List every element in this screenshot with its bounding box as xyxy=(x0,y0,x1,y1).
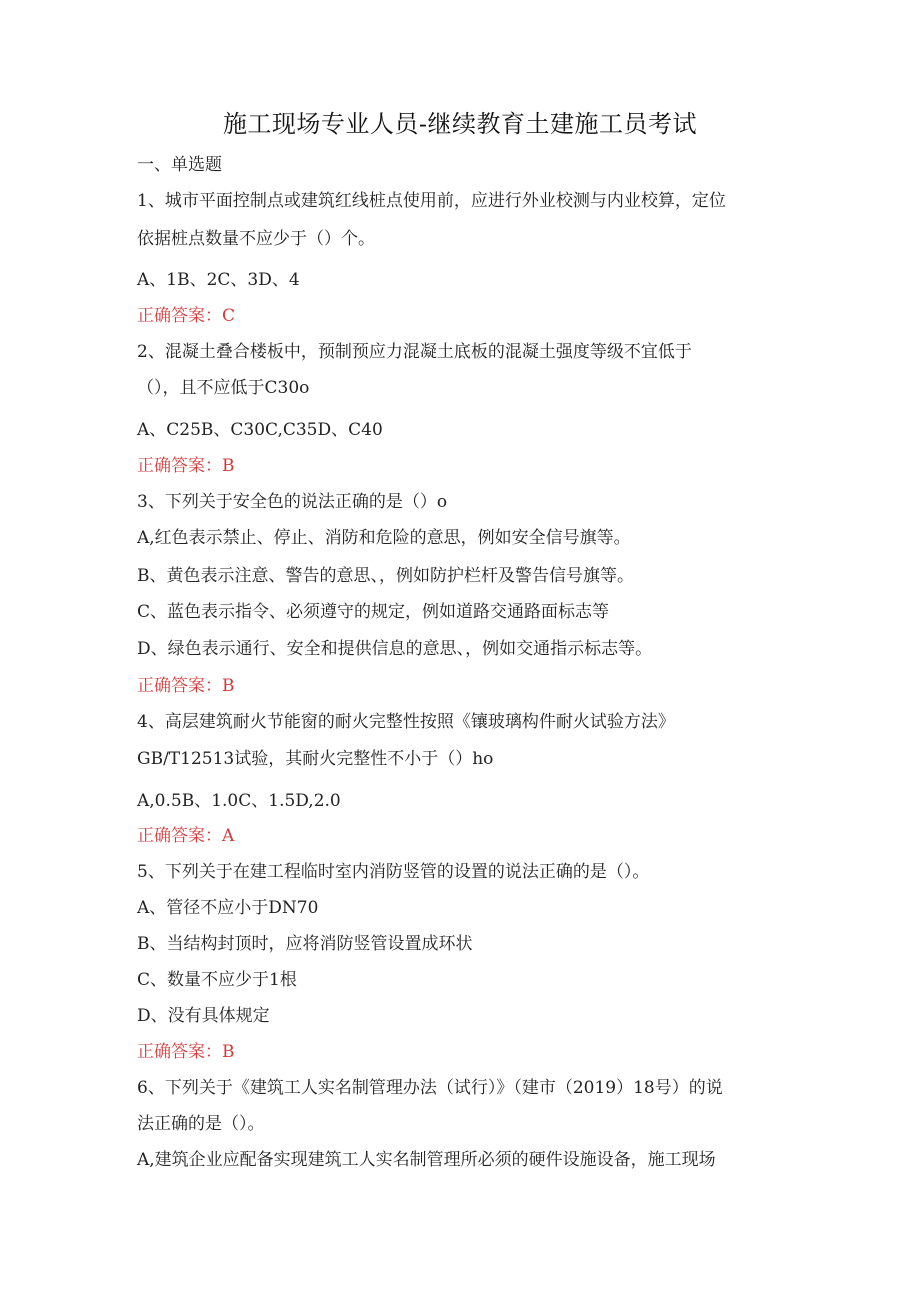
q4-text-line2: GB/T12513试验，其耐火完整性不小于（）ho xyxy=(137,749,494,769)
q2-answer: 正确答案：B xyxy=(137,456,235,476)
q4-options: A,0.5B、1.0C、1.5D,2.0 xyxy=(137,791,341,811)
document-title: 施工现场专业人员-继续教育土建施工员考试 xyxy=(222,110,698,138)
q2-text-line1: 2、混凝土叠合楼板中，预制预应力混凝土底板的混凝土强度等级不宜低于 xyxy=(137,342,692,362)
q1-answer: 正确答案：C xyxy=(137,306,236,326)
q5-text: 5、下列关于在建工程临时室内消防竖管的设置的说法正确的是（）。 xyxy=(137,862,650,882)
q3-text: 3、下列关于安全色的说法正确的是（）o xyxy=(137,492,448,512)
q1-text-line2: 依据桩点数量不应少于（）个。 xyxy=(137,229,375,249)
q5-option-c: C、数量不应少于1根 xyxy=(137,970,297,990)
q1-text-line1: 1、城市平面控制点或建筑红线桩点使用前，应进行外业校测与内业校算，定位 xyxy=(137,191,726,211)
q4-text-line1: 4、高层建筑耐火节能窗的耐火完整性按照《镶玻璃构件耐火试验方法》 xyxy=(137,712,675,732)
q3-option-a: A,红色表示禁止、停止、消防和危险的意思，例如安全信号旗等。 xyxy=(137,528,631,548)
section-heading: 一、单选题 xyxy=(137,155,222,175)
q3-option-d: D、绿色表示通行、安全和提供信息的意思、，例如交通指示标志等。 xyxy=(137,639,653,659)
q3-option-b: B、黄色表示注意、警告的意思、，例如防护栏杆及警告信号旗等。 xyxy=(137,566,634,586)
q3-answer: 正确答案：B xyxy=(137,676,235,696)
q2-options: A、C25B、C30C,C35D、C40 xyxy=(137,420,383,440)
q4-answer: 正确答案：A xyxy=(137,826,235,846)
q6-option-a: A,建筑企业应配备实现建筑工人实名制管理所必须的硬件设施设备，施工现场 xyxy=(137,1150,716,1170)
q1-options: A、1B、2C、3D、4 xyxy=(137,270,300,290)
q6-text-line2: 法正确的是（）。 xyxy=(137,1114,265,1134)
q5-option-d: D、没有具体规定 xyxy=(137,1006,270,1026)
q5-answer: 正确答案：B xyxy=(137,1042,235,1062)
q3-option-c: C、蓝色表示指令、必须遵守的规定，例如道路交通路面标志等 xyxy=(137,602,610,622)
q2-text-line2: （），且不应低于C30o xyxy=(137,378,310,398)
q5-option-b: B、当结构封顶时，应将消防竖管设置成环状 xyxy=(137,934,473,954)
q5-option-a: A、管径不应小于DN70 xyxy=(137,898,319,918)
q6-text-line1: 6、下列关于《建筑工人实名制管理办法（试行）》（建市（2019）18号）的说 xyxy=(137,1078,723,1098)
